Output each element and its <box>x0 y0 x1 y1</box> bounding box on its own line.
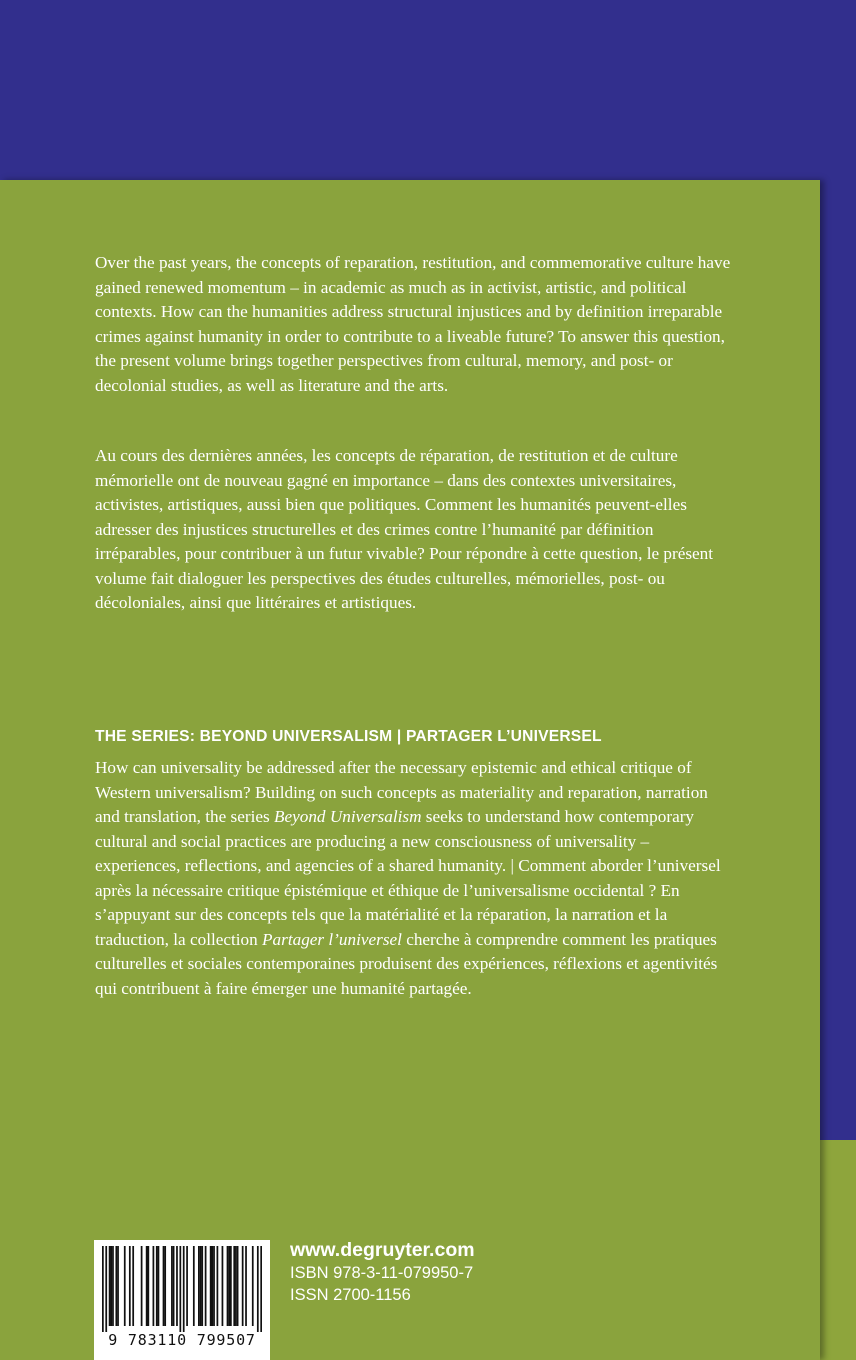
barcode-bar <box>147 1246 149 1326</box>
series-title-english: Beyond Universalism <box>273 807 422 826</box>
barcode-bar <box>102 1246 104 1332</box>
isbn-number: ISBN 978-3-11-079950-7 <box>290 1264 474 1282</box>
barcode-bar <box>146 1246 148 1326</box>
barcode-bar <box>193 1246 195 1326</box>
barcode-digits: 9 783110 799507 <box>108 1331 256 1349</box>
barcode-bar <box>176 1246 178 1326</box>
barcode-bar <box>109 1246 111 1326</box>
barcode-bar <box>222 1246 224 1326</box>
barcode-bar <box>179 1246 181 1332</box>
barcode-bar <box>245 1246 247 1326</box>
barcode-bar <box>112 1246 114 1326</box>
barcode-bar <box>235 1246 237 1326</box>
barcode-bar <box>117 1246 119 1326</box>
barcode-bar <box>110 1246 112 1326</box>
barcode-bar <box>156 1246 158 1326</box>
barcode-bar <box>171 1246 173 1326</box>
blurb-english: Over the past years, the concepts of reparation, restitution, and commemorative culture have gained renewed momentum – in academic as much as in activist, artistic, and political contexts. How can the humanities address structural injustices and by definition irreparable crimes against humanity in order to contribute to a liveable future? To answer this question, the present volume brings together perspectives from cultural, memory, and post- or decolonial studies, as well as literature and the arts. <box>95 253 731 395</box>
barcode-bar <box>211 1246 213 1326</box>
barcode-bar <box>198 1246 200 1326</box>
barcode-bar <box>141 1246 143 1326</box>
barcode-bar <box>260 1246 262 1332</box>
barcode-bar <box>230 1246 232 1326</box>
barcode-bar <box>132 1246 134 1326</box>
barcode-bar <box>205 1246 207 1326</box>
series-heading: THE SERIES: BEYOND UNIVERSALISM | PARTAGER L’UNIVERSEL <box>95 728 602 745</box>
barcode-bar <box>105 1246 107 1332</box>
barcode-bar <box>217 1246 219 1326</box>
blurb-french: Au cours des dernières années, les concepts de réparation, de restitution et de culture mémorielle ont de nouveau gagné en importance – dans des contextes universitaires, activistes, artistiques, aussi bien que politiques. Comment les humanités peuvent-elles adresser des injustices structurelles et des crimes contre l’humanité par définition irréparables, pour contribuer à un futur vivable? Pour répondre à cette question, le présent volume fait dialoguer les perspectives des études culturelles, mémorielles, post- ou décoloniales, ainsi que littéraires et artistiques. <box>95 446 714 612</box>
publisher-url[interactable]: www.degruyter.com <box>290 1239 475 1261</box>
barcode-bar <box>227 1246 229 1326</box>
barcode <box>94 1240 270 1360</box>
barcode-bar <box>200 1246 202 1326</box>
series-text-part-1: How can universality be addressed after the necessary epistemic and ethical critique of Western universalism? Building on such concepts as materiality and reparation, narration and translation, the series <box>95 758 708 826</box>
barcode-bar <box>129 1246 131 1326</box>
series-title-french: Partager l’universel <box>262 929 402 949</box>
barcode-bar <box>173 1246 175 1326</box>
barcode-bar <box>252 1246 254 1326</box>
barcode-bar <box>186 1246 188 1326</box>
barcode-bar <box>201 1246 203 1326</box>
barcode-bar <box>153 1246 155 1326</box>
barcode-bar <box>228 1246 230 1326</box>
publisher-info <box>290 1238 475 1306</box>
barcode-bar <box>233 1246 235 1326</box>
barcode-bar <box>257 1246 259 1332</box>
series-description <box>95 756 735 1001</box>
barcode-bar <box>164 1246 166 1326</box>
barcode-bar <box>115 1246 117 1326</box>
barcode-bars <box>102 1246 262 1332</box>
series-text-part-3: cherche à comprendre comment les pratiques culturelles et sociales contemporaines produisent des expériences, réflexions et agentivités qui contribuent à faire émerger une humanité partagée. <box>95 929 718 998</box>
barcode-bar <box>237 1246 239 1326</box>
barcode-bar <box>242 1246 244 1326</box>
series-text-part-2: seeks to understand how contemporary cultural and social practices are producing a new consciousness of universality – experiences, reflections, and agencies of a shared humanity. | Comment aborder l’universel après la nécessaire critique épistémique et éthique de l’universalisme occidental ? En s’appuyant sur des concepts tels que la matérialité et la réparation, la narration et la traduction, la collection <box>95 807 721 949</box>
barcode-bar <box>183 1246 185 1332</box>
barcode-bar <box>213 1246 215 1326</box>
barcode-bar <box>158 1246 160 1326</box>
issn-number: ISSN 2700-1156 <box>290 1286 411 1304</box>
barcode-bar <box>163 1246 165 1326</box>
barcode-bar <box>210 1246 212 1326</box>
barcode-bar <box>124 1246 126 1326</box>
